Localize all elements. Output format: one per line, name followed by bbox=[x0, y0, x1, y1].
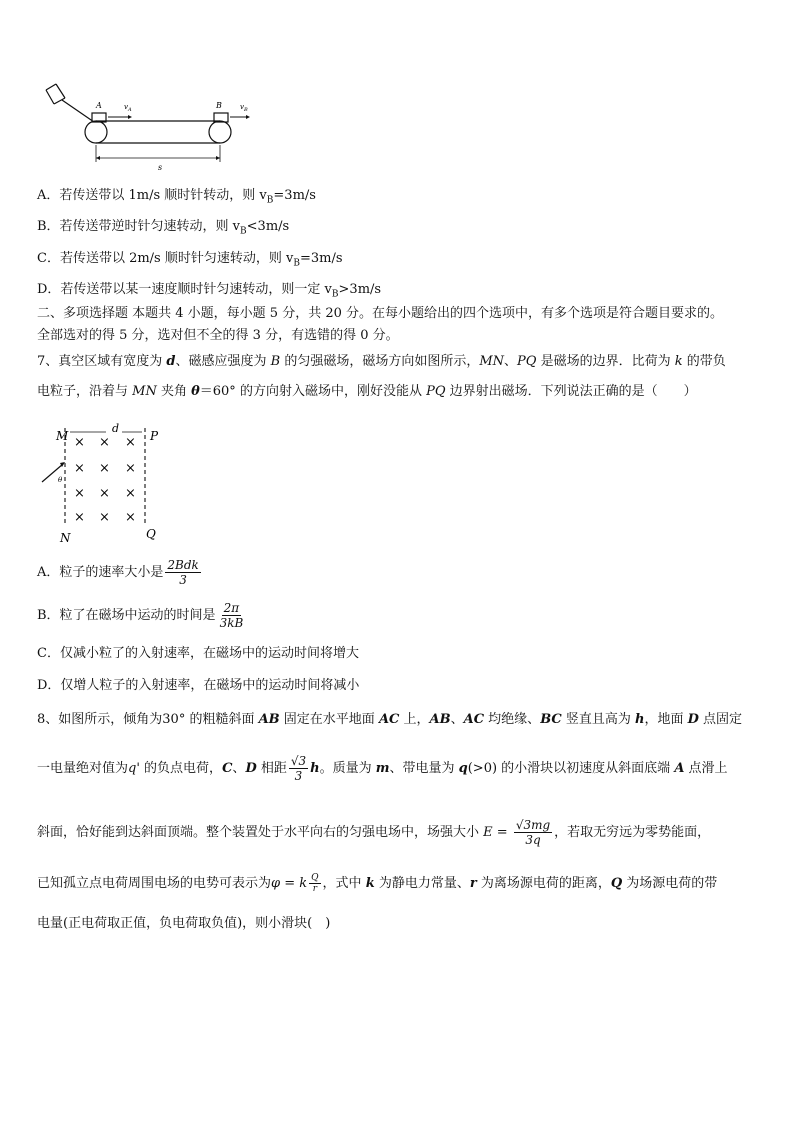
q7-stem-line1: 7、真空区域有宽度为 d、磁感应强度为 B 的匀强磁场，磁场方向如图所示，MN、PQ 是磁场的边界．比荷为 k 的带负 bbox=[37, 354, 726, 369]
svg-text:×: × bbox=[74, 510, 85, 525]
label-vb: $v_B$ bbox=[240, 103, 248, 113]
svg-text:×: × bbox=[99, 510, 110, 525]
q8-stem-line1: 8、如图所示，倾角为30° 的粗糙斜面 AB 固定在水平地面 AC 上，AB、AC 均绝缘、BC 竖直且高为 h，地面 D 点固定 bbox=[37, 712, 743, 727]
svg-text:×: × bbox=[99, 435, 110, 450]
label-n: N bbox=[60, 531, 71, 544]
label-p: P bbox=[150, 429, 159, 443]
label-q: Q bbox=[146, 527, 156, 541]
section2-instructions-1: 二、多项选择题 本题共 4 小题，每小题 5 分，共 20 分。在每小题给出的四个选项中，有多个选项是符合题目要求的。 bbox=[37, 306, 724, 321]
svg-text:×: × bbox=[74, 461, 85, 476]
label-va: $v_A$ bbox=[124, 103, 132, 113]
right-roller bbox=[209, 121, 231, 143]
svg-text:×: × bbox=[125, 510, 136, 525]
q7-option-c: C．仅减小粒了的入射速率，在磁场中的运动时间将增大 bbox=[37, 646, 359, 661]
q6-option-c: C．若传送带以 2m/s 顺时针匀速转动，则 $v_B=3m/s$ bbox=[37, 251, 343, 269]
tilted-block bbox=[46, 84, 94, 122]
q7-option-a: A．粒子的速率大小是 $\frac{\text{2Bdk}}{3}$ bbox=[37, 558, 199, 587]
svg-text:×: × bbox=[125, 461, 136, 476]
svg-text:×: × bbox=[74, 435, 85, 450]
svg-text:×: × bbox=[99, 486, 110, 501]
q7-option-b: B．粒了在磁场中运动的时间是 $\frac{2\pi}{3kB}$ bbox=[37, 601, 244, 630]
q6-option-a: A．若传送带以 1m/s 顺时针转动，则 $v_B=3m/s$ bbox=[37, 188, 316, 206]
q8-stem-line5: 电量(正电荷取正值，负电荷取负值)，则小滑块( ) bbox=[37, 916, 331, 931]
section2-instructions-2: 全部选对的得 5 分，选对但不全的得 3 分，有选错的得 0 分。 bbox=[37, 328, 399, 343]
label-a: A bbox=[96, 101, 102, 110]
svg-text:×: × bbox=[125, 486, 136, 501]
q8-stem-line2: 一电量绝对值为q' 的负点电荷，C、D 相距 $\frac{√3}{3}$ h。质量为 m、带电量为 q(>0) 的小滑块以初速度从斜面底端 A 点滑上 bbox=[37, 754, 728, 783]
svg-text:×: × bbox=[125, 435, 136, 450]
label-theta: θ bbox=[58, 476, 63, 484]
q8-stem-line4: 已知孤立点电荷周围电场的电势可表示为φ = k $\frac{Q}{r}$ ，式中 k 为静电力常量、r 为离场源电荷的距离，Q 为场源电荷的带 bbox=[37, 873, 718, 894]
q6-option-d: D．若传送带以某一速度顺时针匀速转动，则一定 $v_B>3m/s$ bbox=[37, 282, 382, 300]
label-m: M bbox=[56, 429, 69, 443]
magnetic-field-figure bbox=[36, 420, 176, 544]
conveyor-belt-figure bbox=[40, 82, 270, 172]
q7-option-d: D．仅增人粒子的入射速率，在磁场中的运动时间将减小 bbox=[37, 678, 360, 693]
label-b: B bbox=[216, 101, 222, 110]
field-crosses bbox=[74, 435, 136, 525]
q6-option-b: B．若传送带逆时针匀速转动，则 $v_B<3m/s$ bbox=[37, 219, 290, 237]
q8-stem-line3: 斜面，恰好能到达斜面顶端。整个装置处于水平向右的匀强电场中，场强大小 E = $\frac{√3mg}{3q}$ ，若取无穷远为零势能面， bbox=[37, 818, 711, 847]
left-roller bbox=[85, 121, 107, 143]
label-d: d bbox=[112, 422, 120, 435]
svg-text:×: × bbox=[99, 461, 110, 476]
label-s: s bbox=[158, 163, 163, 172]
svg-text:×: × bbox=[74, 486, 85, 501]
q7-stem-line2: 电粒子，沿着与 MN 夹角 θ＝60° 的方向射入磁场中，刚好没能从 PQ 边界射出磁场．下列说法正确的是（ ） bbox=[37, 384, 697, 399]
